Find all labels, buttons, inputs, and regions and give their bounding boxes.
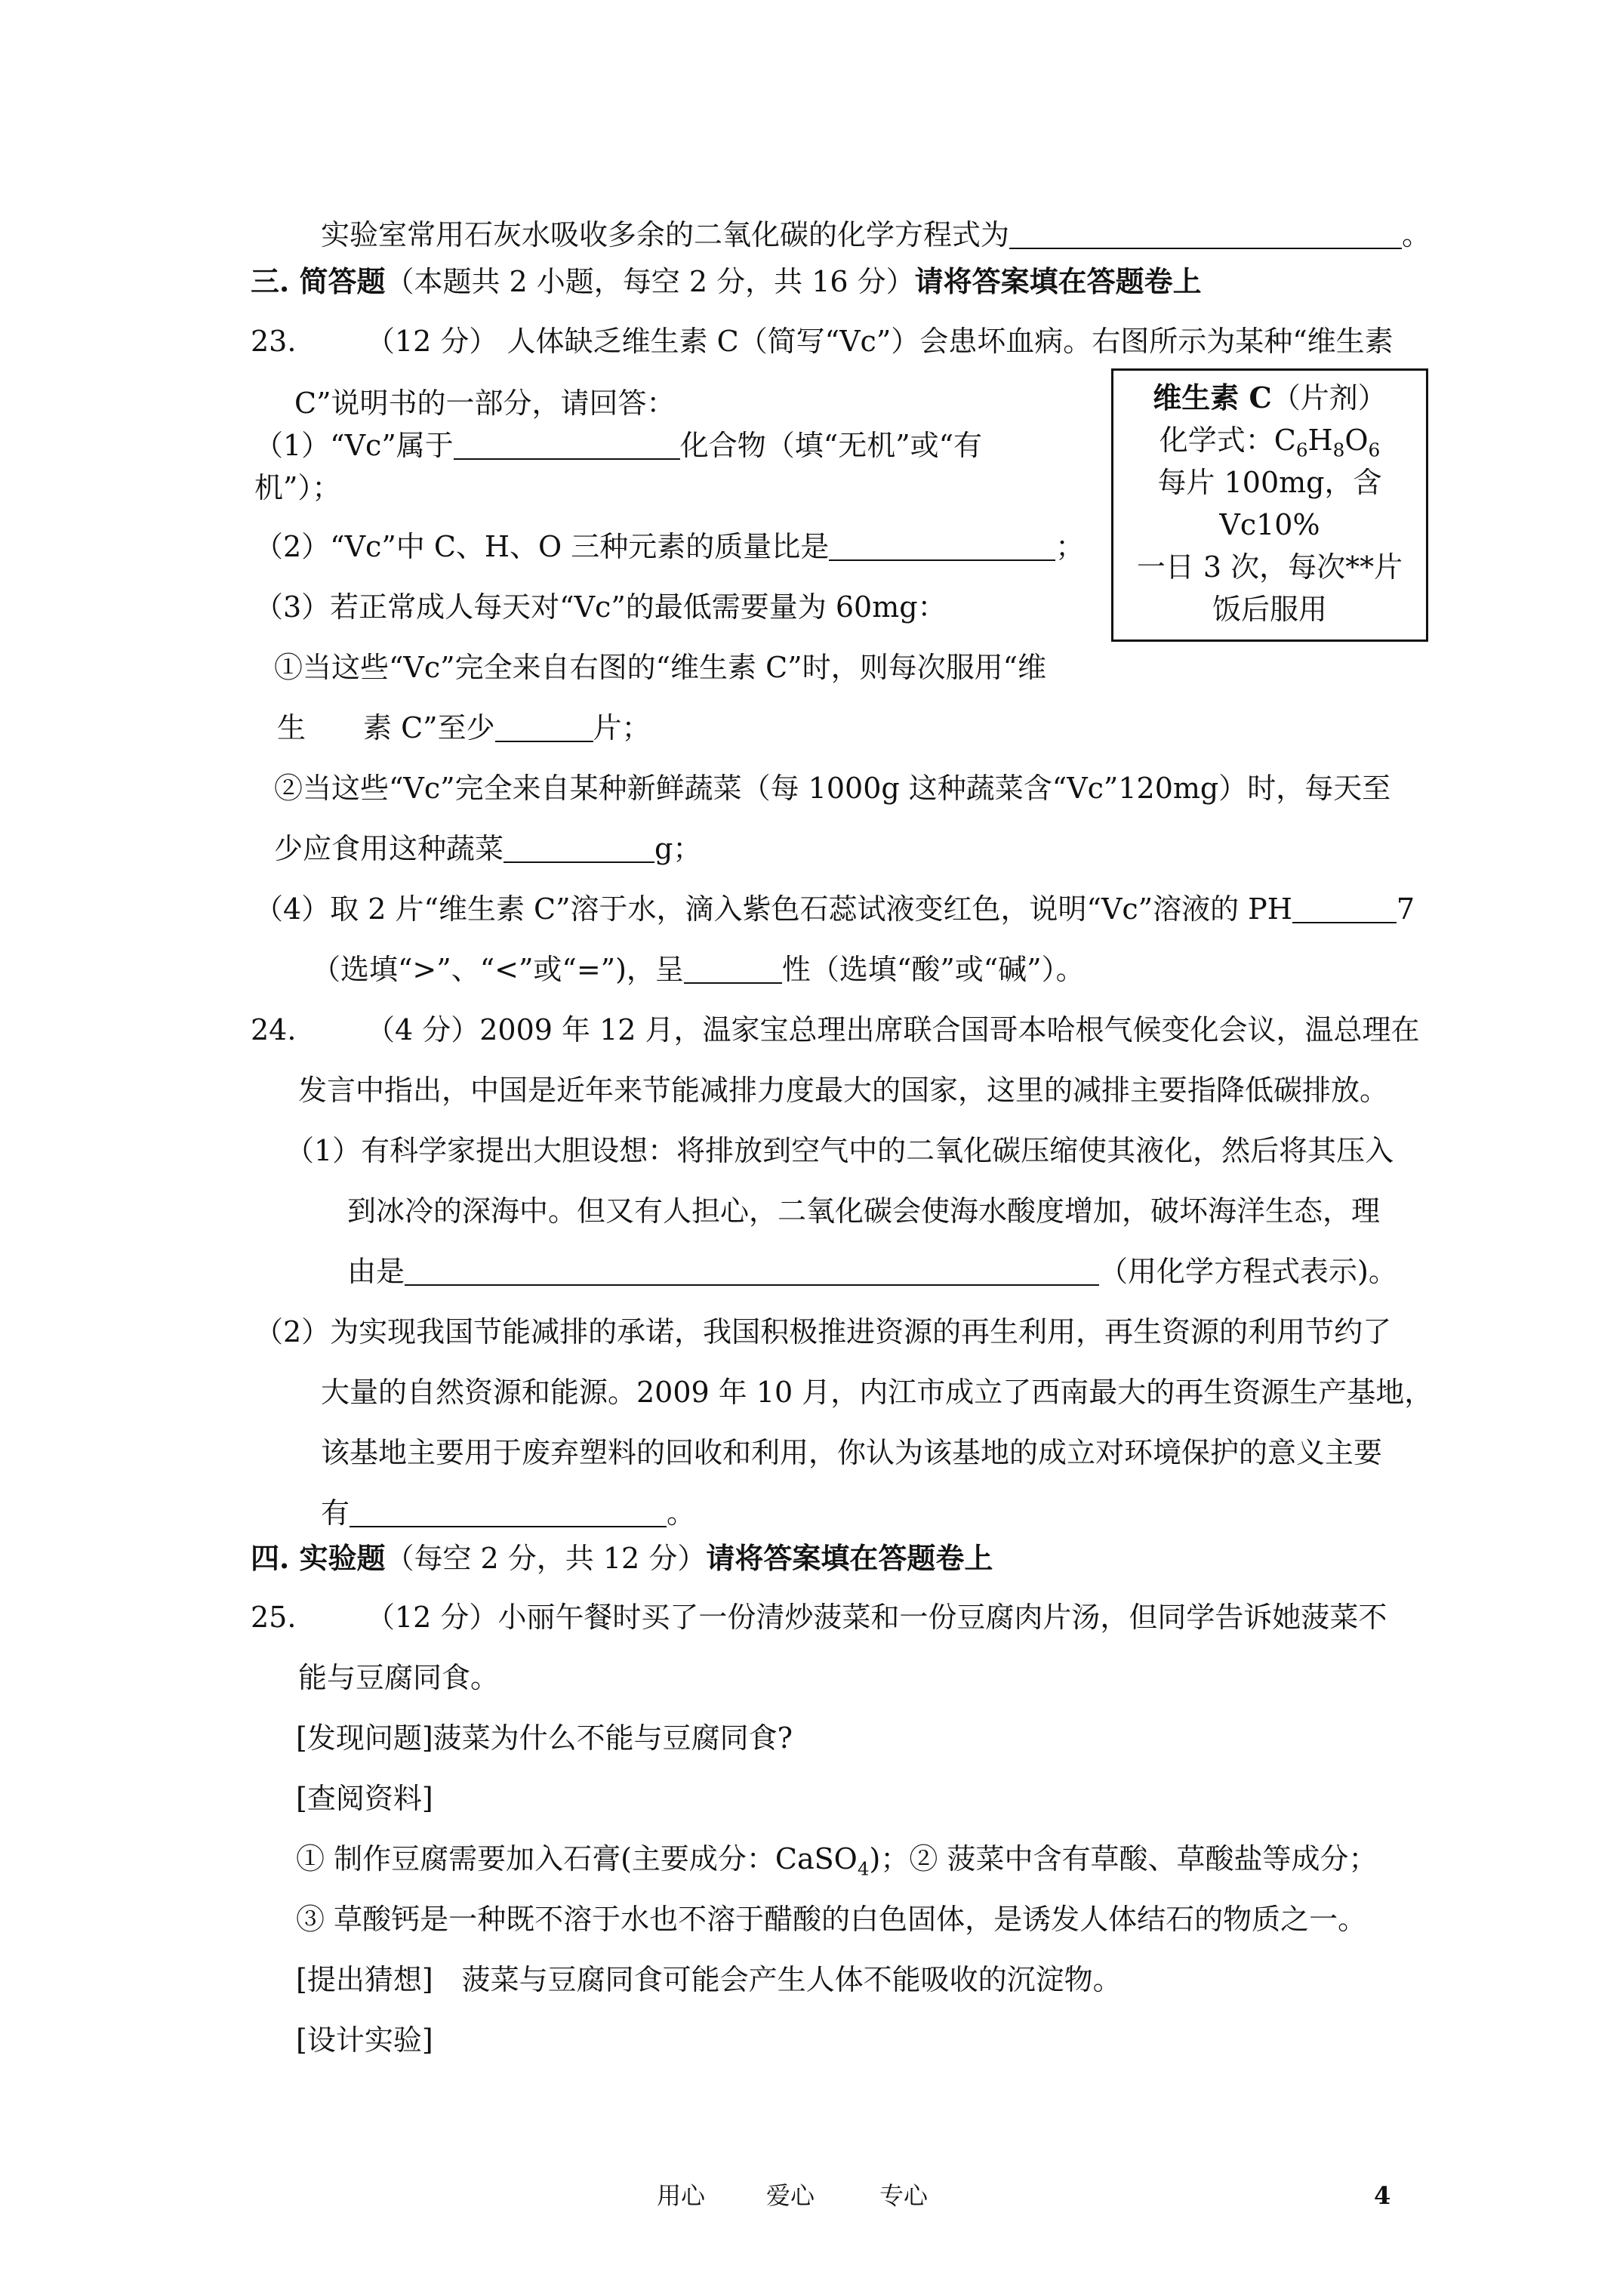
q25-design: [设计实验] bbox=[296, 2023, 433, 2057]
q24-number: 24. bbox=[251, 1013, 297, 1046]
q23-part3-i: ①当这些“Vc”完全来自右图的“维生素 C”时，则每次服用“维 bbox=[274, 651, 1047, 684]
vitamin-c-label-box bbox=[1111, 368, 1428, 642]
answer-blank[interactable] bbox=[1009, 222, 1402, 249]
answer-blank[interactable] bbox=[454, 433, 680, 460]
q23-part3: （3）若正常成人每天对“Vc”的最低需要量为 60mg： bbox=[254, 590, 947, 624]
q24-part1: （1）有科学家提出大胆设想：将排放到空气中的二氧化碳压缩使其液化，然后将其压入 bbox=[285, 1134, 1394, 1167]
section-instruction: 请将答案填在答题卷上 bbox=[914, 264, 1202, 298]
q25-stem-cont: 能与豆腐同食。 bbox=[298, 1661, 500, 1694]
answer-blank[interactable] bbox=[829, 534, 1055, 561]
q23-stem: （12 分） 人体缺乏维生素 C（简写“Vc”）会患坏血病。右图所示为某种“维生素 bbox=[366, 325, 1394, 358]
footer-motto-3: 专心 bbox=[879, 2181, 929, 2210]
label-dose: 每片 100mg，含 bbox=[1157, 466, 1382, 499]
q25-reference-3: ③ 草酸钙是一种既不溶于水也不溶于醋酸的白色固体，是诱发人体结石的物质之一。 bbox=[296, 1903, 1367, 1936]
q23-stem-cont: C”说明书的一部分，请回答： bbox=[294, 387, 676, 420]
q23-number: 23. bbox=[251, 325, 297, 358]
q25-stem: （12 分）小丽午餐时买了一份清炒菠菜和一份豆腐肉片汤，但同学告诉她菠菜不 bbox=[366, 1601, 1387, 1634]
intro-text: 实验室常用石灰水吸收多余的二氧化碳的化学方程式为 bbox=[321, 218, 1010, 251]
q24-stem-cont: 发言中指出，中国是近年来节能减排力度最大的国家，这里的减排主要指降低碳排放。 bbox=[298, 1074, 1389, 1107]
q25-find-problem: [发现问题]菠菜为什么不能与豆腐同食? bbox=[296, 1721, 793, 1755]
footer-motto-2: 爱心 bbox=[766, 2181, 815, 2210]
answer-blank[interactable] bbox=[1292, 896, 1397, 923]
label-usage-meal: 饭后服用 bbox=[1212, 593, 1327, 626]
q24-part2-cont1: 大量的自然资源和能源。2009 年 10 月，内江市成立了西南最大的再生资源生产基地， bbox=[321, 1376, 1434, 1409]
q23-part4-cont: （选填“>”、“<”或“=”)，呈 性（选填“酸”或“碱”）。 bbox=[312, 953, 1085, 986]
q23-part3-ii-cont: 少应食用这种蔬菜 g； bbox=[274, 832, 702, 865]
section4-heading bbox=[251, 1540, 993, 1576]
page-number: 4 bbox=[1374, 2181, 1391, 2210]
answer-blank[interactable] bbox=[495, 715, 593, 742]
q23-part4: （4）取 2 片“维生素 C”溶于水，滴入紫色石蕊试液变红色，说明“Vc”溶液的 PH 7 bbox=[254, 892, 1415, 926]
footer-motto-1: 用心 bbox=[657, 2181, 706, 2210]
label-dose-percent: Vc10% bbox=[1219, 508, 1320, 541]
q24-part2-cont2: 该基地主要用于废弃塑料的回收和利用，你认为该基地的成立对环境保护的意义主要 bbox=[321, 1436, 1383, 1469]
q23-part3-ii: ②当这些“Vc”完全来自某种新鲜蔬菜（每 1000g 这种蔬菜含“Vc”120mg）时，每天至 bbox=[274, 772, 1391, 805]
section-title: 四. 实验题 bbox=[251, 1541, 386, 1575]
q23-part1-cont: 机”）； bbox=[254, 471, 341, 504]
intro-line: 实验室常用石灰水吸收多余的二氧化碳的化学方程式为 。 bbox=[321, 218, 1431, 251]
q23-part1: （1）“Vc”属于 化合物（填“无机”或“有 bbox=[254, 429, 983, 462]
q25-hypothesis: [提出猜想] 菠菜与豆腐同食可能会产生人体不能吸收的沉淀物。 bbox=[296, 1963, 1122, 1996]
q23-part2: （2）“Vc”中 C、H、O 三种元素的质量比是 ； bbox=[254, 530, 1085, 563]
q24-part2: （2）为实现我国节能减排的承诺，我国积极推进资源的再生利用，再生资源的利用节约了 bbox=[254, 1315, 1392, 1348]
label-title: 维生素 C（片剂） bbox=[1153, 381, 1387, 415]
answer-blank[interactable] bbox=[684, 957, 782, 984]
answer-blank[interactable] bbox=[350, 1500, 667, 1527]
answer-blank[interactable] bbox=[405, 1259, 1099, 1286]
section3-heading bbox=[251, 264, 1202, 300]
q24-part2-answer: 有 。 bbox=[321, 1496, 696, 1530]
q23-part3-i-cont: 生 素 C”至少 片； bbox=[277, 711, 651, 744]
section-instruction: 请将答案填在答题卷上 bbox=[706, 1541, 993, 1575]
answer-blank[interactable] bbox=[504, 836, 654, 863]
q24-part1-answer: 由是 （用化学方程式表示)。 bbox=[347, 1255, 1397, 1288]
section-note: （每空 2 分，共 12 分） bbox=[385, 1542, 707, 1575]
q24-stem: （4 分）2009 年 12 月，温家宝总理出席联合国哥本哈根气候变化会议，温总理在 bbox=[366, 1013, 1420, 1046]
q24-part1-cont: 到冰冷的深海中。但又有人担心，二氧化碳会使海水酸度增加，破坏海洋生态，理 bbox=[347, 1194, 1381, 1228]
q25-references-title: [查阅资料] bbox=[296, 1782, 433, 1815]
label-formula: 化学式：$C_6H_8O_6$ bbox=[1159, 424, 1381, 461]
label-usage: 一日 3 次，每次**片 bbox=[1136, 550, 1403, 584]
section-title: 三. 简答题 bbox=[251, 264, 386, 298]
q25-number: 25. bbox=[251, 1601, 297, 1634]
section-note: （本题共 2 小题，每空 2 分，共 16 分） bbox=[385, 265, 915, 298]
q25-reference-1: ① 制作豆腐需要加入石膏(主要成分：CaSO$_4$)；② 菠菜中含有草酸、草酸盐等成分； bbox=[296, 1842, 1378, 1880]
